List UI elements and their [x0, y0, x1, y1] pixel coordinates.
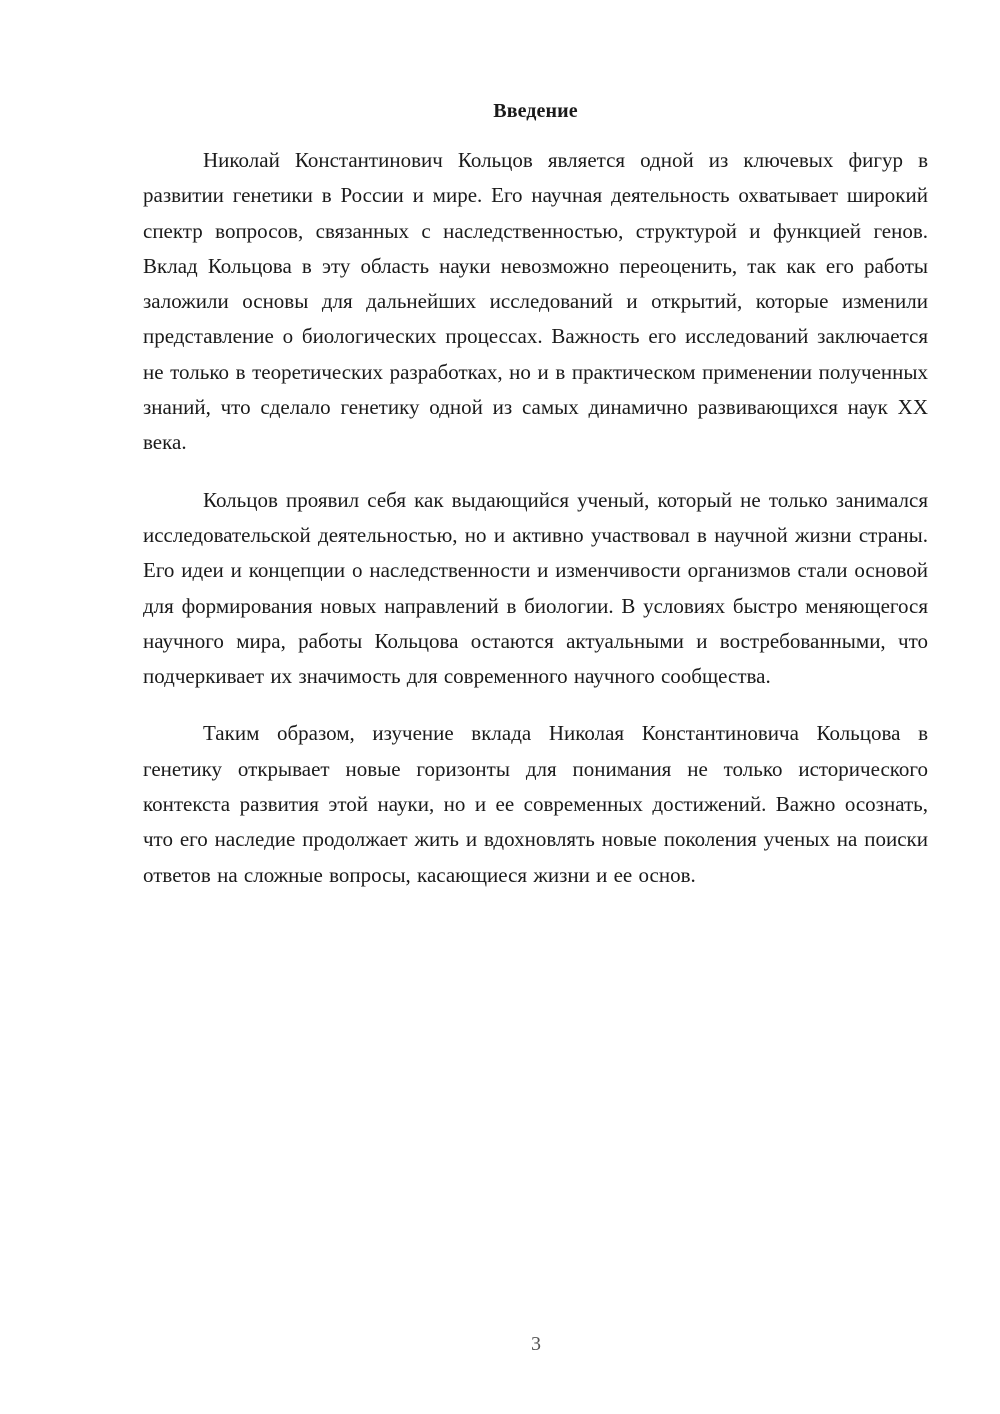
paragraph-3: Таким образом, изучение вклада Николая Константиновича Кольцова в генетику открывает новые горизонты для понимания не только исторического контекста развития этой науки, но и ее современных достижений. Важно осознать, что его наследие продолжает жить и вдохновлять новые поколения ученых на поиски ответов на сложные вопросы, касающиеся жизни и ее основ.: [143, 721, 928, 887]
paragraph-1: Николай Константинович Кольцов является одной из ключевых фигур в развитии генетики в России и мире. Его научная деятельность охватывает широкий спектр вопросов, связанных с наследственностью, структурой и функцией генов. Вклад Кольцова в эту область науки невозможно переоценить, так как его работы заложили основы для дальнейших исследований и открытий, которые изменили представление о биологических процессах. Важность его исследований заключается не только в теоретических разработках, но и в практическом применении полученных знаний, что сделало генетику одной из самых динамично развивающихся наук XX века.: [143, 148, 928, 455]
page-number: 3: [531, 1333, 541, 1355]
paragraph-2: Кольцов проявил себя как выдающийся ученый, который не только занимался исследовательской деятельностью, но и активно участвовал в научной жизни страны. Его идеи и концепции о наследственности и изменчивости организмов стали основой для формирования новых направлений в биологии. В условиях быстро меняющегося научного мира, работы Кольцова остаются актуальными и востребованными, что подчеркивает их значимость для современного научного сообщества.: [143, 487, 928, 689]
page-content: [143, 94, 928, 915]
section-title: Введение: [493, 100, 578, 122]
